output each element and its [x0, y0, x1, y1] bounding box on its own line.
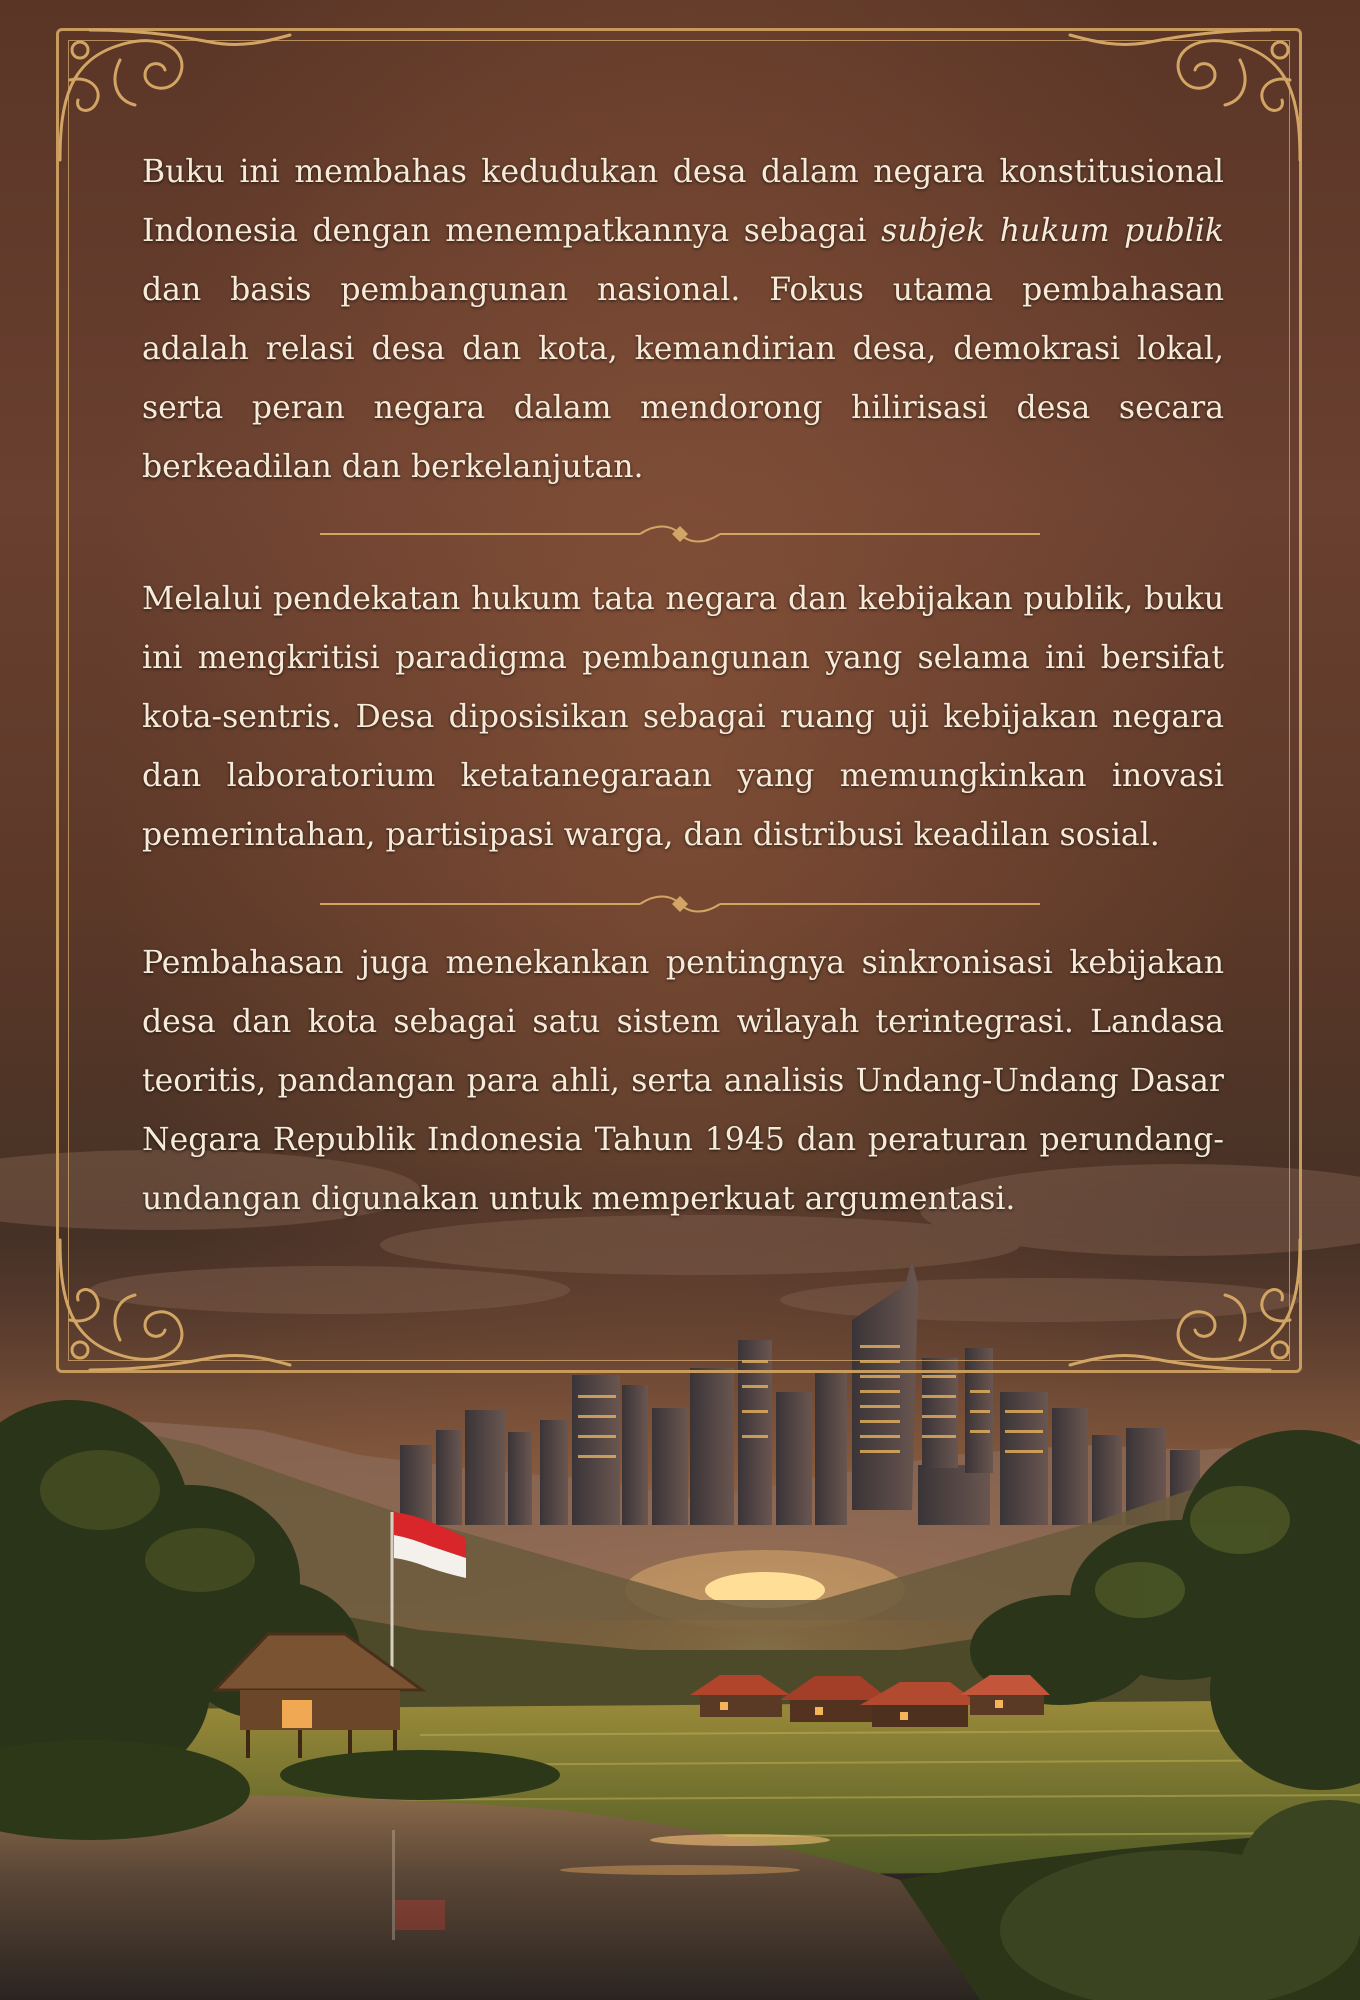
- blurb-paragraph-3: Pembahasan juga menekankan pentingnya sinkronisasi kebijakan desa dan kota sebagai satu sistem wilayah terintegrasi. Landasa teoritis, pandangan para ahli, serta analisis Undang-Undang Dasar Negara Republik Indonesia Tahun 1945 dan peraturan perundang-undangan digunakan untuk memperkuat argumentasi.: [142, 945, 1224, 1217]
- ornament-corner-icon: [1060, 1230, 1310, 1380]
- blurb-paragraph-2: Melalui pendekatan hukum tata negara dan kebijakan publik, buku ini mengkritisi paradigma pembangunan yang selama ini bersifat kota-sentris. Desa diposisikan sebagai ruang uji kebijakan negara dan laboratorium ketatanegaraan yang memungkinkan inovasi pemerintahan, partisipasi warga, dan distribusi keadilan sosial.: [142, 581, 1224, 853]
- ornament-divider-icon: [320, 892, 1040, 916]
- italic-phrase: subjek hukum publik: [881, 213, 1225, 249]
- ornament-corner-icon: [50, 1230, 300, 1380]
- blurb-paragraph-1: Buku ini membahas kedudukan desa dalam negara konstitusional Indonesia dengan menempatkannya sebagai subjek hukum publik dan basis pembangunan nasional. Fokus utama pembahasan adalah relasi desa dan kota, kemandirian desa, demokrasi lokal, serta peran negara dalam mendorong hilirisasi desa secara berkeadilan dan berkelanjutan.: [142, 154, 1225, 485]
- ornament-divider-icon: [320, 522, 1040, 546]
